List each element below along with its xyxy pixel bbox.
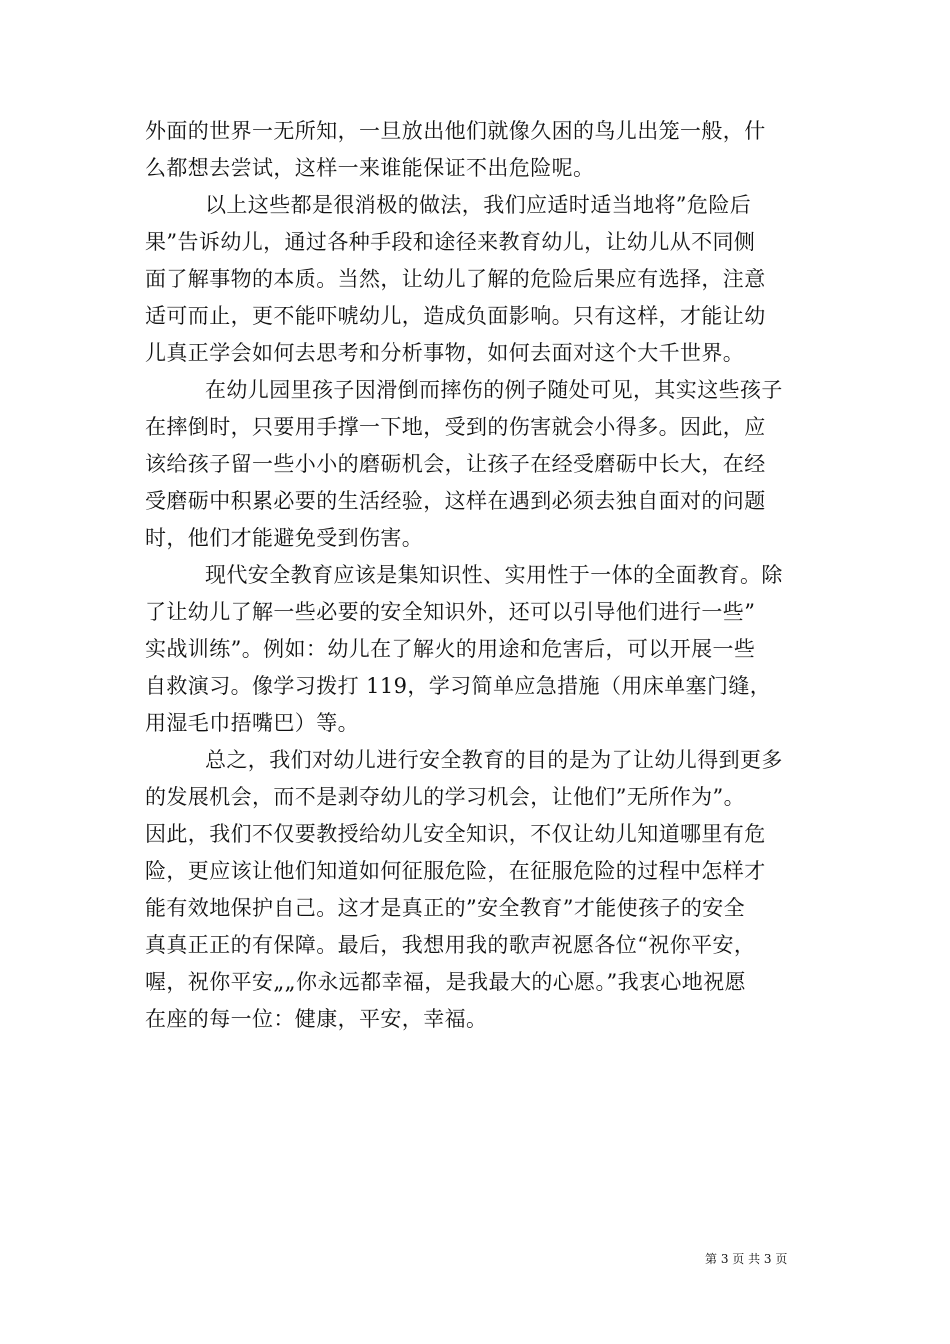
- paragraph-first-line: 在幼儿园里孩子因滑倒而摔伤的例子随处可见，其实这些孩子: [205, 378, 783, 402]
- text-line: 么都想去尝试，这样一来谁能保证不出危险呢。: [145, 156, 595, 180]
- page-number: 第 3 页 共 3 页: [705, 1252, 788, 1266]
- text-line: 果”告诉幼儿，通过各种手段和途径来教育幼儿，让幼儿从不同侧: [145, 230, 756, 254]
- text-line: 自救演习。像学习拨打 119，学习简单应急措施（用床单塞门缝，: [145, 674, 772, 698]
- text-line: 因此，我们不仅要教授给幼儿安全知识，不仅让幼儿知道哪里有危: [145, 822, 766, 846]
- paragraph-first-line: 现代安全教育应该是集知识性、实用性于一体的全面教育。除: [205, 563, 783, 587]
- paragraph-first-line: 总之，我们对幼儿进行安全教育的目的是为了让幼儿得到更多: [205, 748, 783, 772]
- text-line: 面了解事物的本质。当然，让幼儿了解的危险后果应有选择，注意: [145, 267, 766, 291]
- text-line: 真真正正的有保障。最后，我想用我的歌声祝愿各位“祝你平安，: [145, 933, 756, 957]
- text-line: 险，更应该让他们知道如何征服危险，在征服危险的过程中怎样才: [145, 859, 766, 883]
- text-line: 适可而止，更不能吓唬幼儿，造成负面影响。只有这样，才能让幼: [145, 304, 766, 328]
- text-line: 能有效地保护自己。这才是真正的”安全教育”才能使孩子的安全: [145, 896, 746, 920]
- text-line: 外面的世界一无所知，一旦放出他们就像久困的鸟儿出笼一般，什: [145, 119, 766, 143]
- paragraph-first-line: 以上这些都是很消极的做法，我们应适时适当地将”危险后: [205, 193, 752, 217]
- text-line: 实战训练”。例如：幼儿在了解火的用途和危害后，可以开展一些: [145, 637, 756, 661]
- text-line: 了让幼儿了解一些必要的安全知识外，还可以引导他们进行一些”: [145, 600, 756, 624]
- text-line: 的发展机会，而不是剥夺幼儿的学习机会，让他们”无所作为”。: [145, 785, 746, 809]
- text-line: 时，他们才能避免受到伤害。: [145, 526, 424, 550]
- text-line: 喔，祝你平安„„你永远都幸福，是我最大的心愿。”我衷心地祝愿: [145, 970, 746, 994]
- text-line: 在摔倒时，只要用手撑一下地，受到的伤害就会小得多。因此，应: [145, 415, 766, 439]
- text-line: 受磨砺中积累必要的生活经验，这样在遇到必须去独自面对的问题: [145, 489, 766, 513]
- text-line: 该给孩子留一些小小的磨砺机会，让孩子在经受磨砺中长大，在经: [145, 452, 766, 476]
- document-body: [145, 113, 810, 1038]
- text-line: 在座的每一位：健康，平安，幸福。: [145, 1007, 488, 1031]
- text-line: 用湿毛巾捂嘴巴）等。: [145, 711, 359, 735]
- text-line: 儿真正学会如何去思考和分析事物，如何去面对这个大千世界。: [145, 341, 745, 365]
